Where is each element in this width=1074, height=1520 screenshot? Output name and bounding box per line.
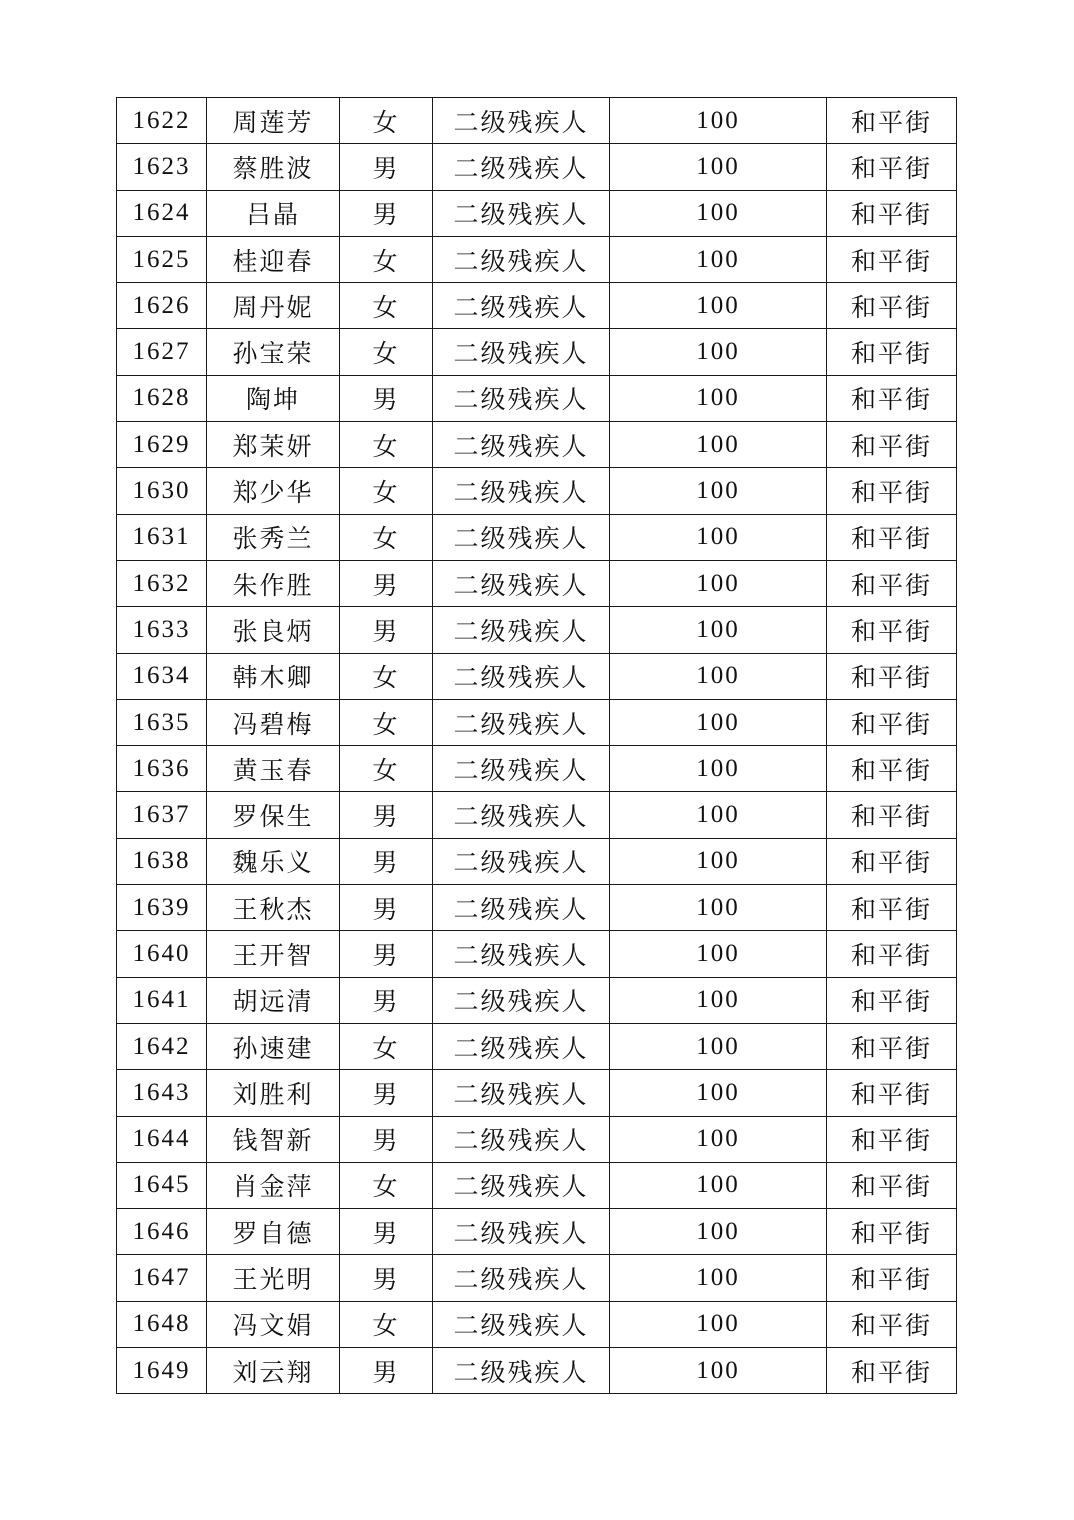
disability-category-cell: 二级残疾人 [433,283,610,329]
person-name-cell: 郑少华 [207,468,340,514]
person-name-cell: 张秀兰 [207,514,340,560]
record-number-cell: 1625 [117,236,207,282]
subsidy-amount-cell: 100 [610,1070,827,1116]
gender-cell: 男 [340,838,433,884]
gender-cell: 男 [340,1348,433,1394]
subsidy-amount-cell: 100 [610,422,827,468]
gender-cell: 男 [340,144,433,190]
gender-cell: 女 [340,1301,433,1347]
disability-category-cell: 二级残疾人 [433,792,610,838]
person-name-cell: 张良炳 [207,607,340,653]
record-number-cell: 1645 [117,1162,207,1208]
table-row [117,283,957,329]
street-cell: 和平街 [827,931,957,977]
street-cell: 和平街 [827,885,957,931]
disability-category-cell: 二级残疾人 [433,190,610,236]
street-cell: 和平街 [827,977,957,1023]
subsidy-amount-cell: 100 [610,329,827,375]
table-row [117,144,957,190]
subsidy-amount-cell: 100 [610,931,827,977]
table-row [117,1162,957,1208]
street-cell: 和平街 [827,422,957,468]
subsidy-amount-cell: 100 [610,1348,827,1394]
person-name-cell: 周丹妮 [207,283,340,329]
disability-category-cell: 二级残疾人 [433,1070,610,1116]
street-cell: 和平街 [827,190,957,236]
disability-category-cell: 二级残疾人 [433,1023,610,1069]
gender-cell: 女 [340,653,433,699]
person-name-cell: 蔡胜波 [207,144,340,190]
subsidy-amount-cell: 100 [610,885,827,931]
gender-cell: 男 [340,1255,433,1301]
person-name-cell: 刘胜利 [207,1070,340,1116]
record-number-cell: 1647 [117,1255,207,1301]
table-row [117,1348,957,1394]
record-number-cell: 1631 [117,514,207,560]
street-cell: 和平街 [827,144,957,190]
record-number-cell: 1646 [117,1209,207,1255]
street-cell: 和平街 [827,792,957,838]
table-row [117,98,957,144]
subsidy-amount-cell: 100 [610,699,827,745]
gender-cell: 男 [340,792,433,838]
gender-cell: 女 [340,746,433,792]
table-row [117,1070,957,1116]
disability-category-cell: 二级残疾人 [433,98,610,144]
disability-category-cell: 二级残疾人 [433,607,610,653]
gender-cell: 女 [340,283,433,329]
gender-cell: 女 [340,98,433,144]
disability-category-cell: 二级残疾人 [433,838,610,884]
disability-category-cell: 二级残疾人 [433,885,610,931]
disability-category-cell: 二级残疾人 [433,422,610,468]
person-name-cell: 冯碧梅 [207,699,340,745]
table-row [117,422,957,468]
roster-table [116,97,957,1394]
street-cell: 和平街 [827,1209,957,1255]
gender-cell: 男 [340,375,433,421]
disability-category-cell: 二级残疾人 [433,144,610,190]
table-row [117,375,957,421]
disability-category-cell: 二级残疾人 [433,931,610,977]
subsidy-amount-cell: 100 [610,514,827,560]
subsidy-amount-cell: 100 [610,653,827,699]
disability-category-cell: 二级残疾人 [433,1209,610,1255]
disability-category-cell: 二级残疾人 [433,329,610,375]
table-row [117,653,957,699]
record-number-cell: 1623 [117,144,207,190]
gender-cell: 女 [340,236,433,282]
disability-category-cell: 二级残疾人 [433,746,610,792]
table-row [117,607,957,653]
record-number-cell: 1622 [117,98,207,144]
subsidy-amount-cell: 100 [610,1255,827,1301]
roster-body [117,98,957,1394]
person-name-cell: 黄玉春 [207,746,340,792]
disability-category-cell: 二级残疾人 [433,560,610,606]
street-cell: 和平街 [827,1070,957,1116]
table-row [117,329,957,375]
record-number-cell: 1629 [117,422,207,468]
street-cell: 和平街 [827,746,957,792]
street-cell: 和平街 [827,699,957,745]
gender-cell: 男 [340,931,433,977]
subsidy-amount-cell: 100 [610,236,827,282]
subsidy-amount-cell: 100 [610,375,827,421]
subsidy-amount-cell: 100 [610,1301,827,1347]
street-cell: 和平街 [827,98,957,144]
disability-category-cell: 二级残疾人 [433,653,610,699]
table-row [117,977,957,1023]
gender-cell: 女 [340,468,433,514]
person-name-cell: 罗保生 [207,792,340,838]
table-row [117,1023,957,1069]
person-name-cell: 钱智新 [207,1116,340,1162]
subsidy-amount-cell: 100 [610,1209,827,1255]
record-number-cell: 1649 [117,1348,207,1394]
record-number-cell: 1637 [117,792,207,838]
person-name-cell: 吕晶 [207,190,340,236]
record-number-cell: 1633 [117,607,207,653]
record-number-cell: 1632 [117,560,207,606]
gender-cell: 男 [340,1209,433,1255]
street-cell: 和平街 [827,236,957,282]
street-cell: 和平街 [827,1023,957,1069]
person-name-cell: 刘云翔 [207,1348,340,1394]
record-number-cell: 1628 [117,375,207,421]
gender-cell: 女 [340,1023,433,1069]
street-cell: 和平街 [827,838,957,884]
gender-cell: 男 [340,1070,433,1116]
record-number-cell: 1641 [117,977,207,1023]
subsidy-amount-cell: 100 [610,283,827,329]
person-name-cell: 魏乐义 [207,838,340,884]
record-number-cell: 1627 [117,329,207,375]
record-number-cell: 1644 [117,1116,207,1162]
gender-cell: 女 [340,514,433,560]
table-row [117,1209,957,1255]
gender-cell: 男 [340,190,433,236]
subsidy-amount-cell: 100 [610,1023,827,1069]
table-row [117,1255,957,1301]
street-cell: 和平街 [827,1255,957,1301]
disability-category-cell: 二级残疾人 [433,236,610,282]
gender-cell: 男 [340,885,433,931]
street-cell: 和平街 [827,1116,957,1162]
person-name-cell: 孙宝荣 [207,329,340,375]
subsidy-amount-cell: 100 [610,468,827,514]
gender-cell: 男 [340,560,433,606]
person-name-cell: 肖金萍 [207,1162,340,1208]
disability-category-cell: 二级残疾人 [433,1348,610,1394]
record-number-cell: 1626 [117,283,207,329]
record-number-cell: 1638 [117,838,207,884]
table-row [117,792,957,838]
street-cell: 和平街 [827,375,957,421]
person-name-cell: 周莲芳 [207,98,340,144]
subsidy-amount-cell: 100 [610,977,827,1023]
person-name-cell: 王开智 [207,931,340,977]
person-name-cell: 陶坤 [207,375,340,421]
gender-cell: 男 [340,607,433,653]
table-row [117,514,957,560]
street-cell: 和平街 [827,283,957,329]
person-name-cell: 胡远清 [207,977,340,1023]
table-row [117,560,957,606]
gender-cell: 女 [340,1162,433,1208]
disability-category-cell: 二级残疾人 [433,1116,610,1162]
street-cell: 和平街 [827,653,957,699]
street-cell: 和平街 [827,329,957,375]
person-name-cell: 王光明 [207,1255,340,1301]
person-name-cell: 罗自德 [207,1209,340,1255]
table-row [117,746,957,792]
gender-cell: 女 [340,422,433,468]
street-cell: 和平街 [827,1162,957,1208]
disability-category-cell: 二级残疾人 [433,1162,610,1208]
record-number-cell: 1642 [117,1023,207,1069]
street-cell: 和平街 [827,1348,957,1394]
subsidy-amount-cell: 100 [610,144,827,190]
person-name-cell: 王秋杰 [207,885,340,931]
subsidy-amount-cell: 100 [610,98,827,144]
record-number-cell: 1640 [117,931,207,977]
table-row [117,931,957,977]
record-number-cell: 1648 [117,1301,207,1347]
table-row [117,468,957,514]
subsidy-amount-cell: 100 [610,792,827,838]
person-name-cell: 桂迎春 [207,236,340,282]
record-number-cell: 1636 [117,746,207,792]
subsidy-amount-cell: 100 [610,1116,827,1162]
person-name-cell: 朱作胜 [207,560,340,606]
table-row [117,699,957,745]
disability-category-cell: 二级残疾人 [433,375,610,421]
disability-category-cell: 二级残疾人 [433,977,610,1023]
subsidy-amount-cell: 100 [610,1162,827,1208]
gender-cell: 男 [340,977,433,1023]
gender-cell: 女 [340,329,433,375]
subsidy-amount-cell: 100 [610,838,827,884]
table-row [117,1116,957,1162]
person-name-cell: 韩木卿 [207,653,340,699]
record-number-cell: 1639 [117,885,207,931]
gender-cell: 男 [340,1116,433,1162]
record-number-cell: 1635 [117,699,207,745]
subsidy-amount-cell: 100 [610,746,827,792]
table-row [117,190,957,236]
street-cell: 和平街 [827,1301,957,1347]
subsidy-amount-cell: 100 [610,607,827,653]
disability-category-cell: 二级残疾人 [433,1301,610,1347]
table-row [117,838,957,884]
disability-category-cell: 二级残疾人 [433,468,610,514]
table-row [117,1301,957,1347]
person-name-cell: 孙速建 [207,1023,340,1069]
street-cell: 和平街 [827,514,957,560]
record-number-cell: 1624 [117,190,207,236]
disability-category-cell: 二级残疾人 [433,699,610,745]
street-cell: 和平街 [827,607,957,653]
person-name-cell: 冯文娟 [207,1301,340,1347]
subsidy-amount-cell: 100 [610,560,827,606]
street-cell: 和平街 [827,468,957,514]
person-name-cell: 郑茉妍 [207,422,340,468]
subsidy-amount-cell: 100 [610,190,827,236]
record-number-cell: 1630 [117,468,207,514]
gender-cell: 女 [340,699,433,745]
table-row [117,885,957,931]
street-cell: 和平街 [827,560,957,606]
record-number-cell: 1643 [117,1070,207,1116]
table-row [117,236,957,282]
disability-category-cell: 二级残疾人 [433,514,610,560]
record-number-cell: 1634 [117,653,207,699]
disability-category-cell: 二级残疾人 [433,1255,610,1301]
